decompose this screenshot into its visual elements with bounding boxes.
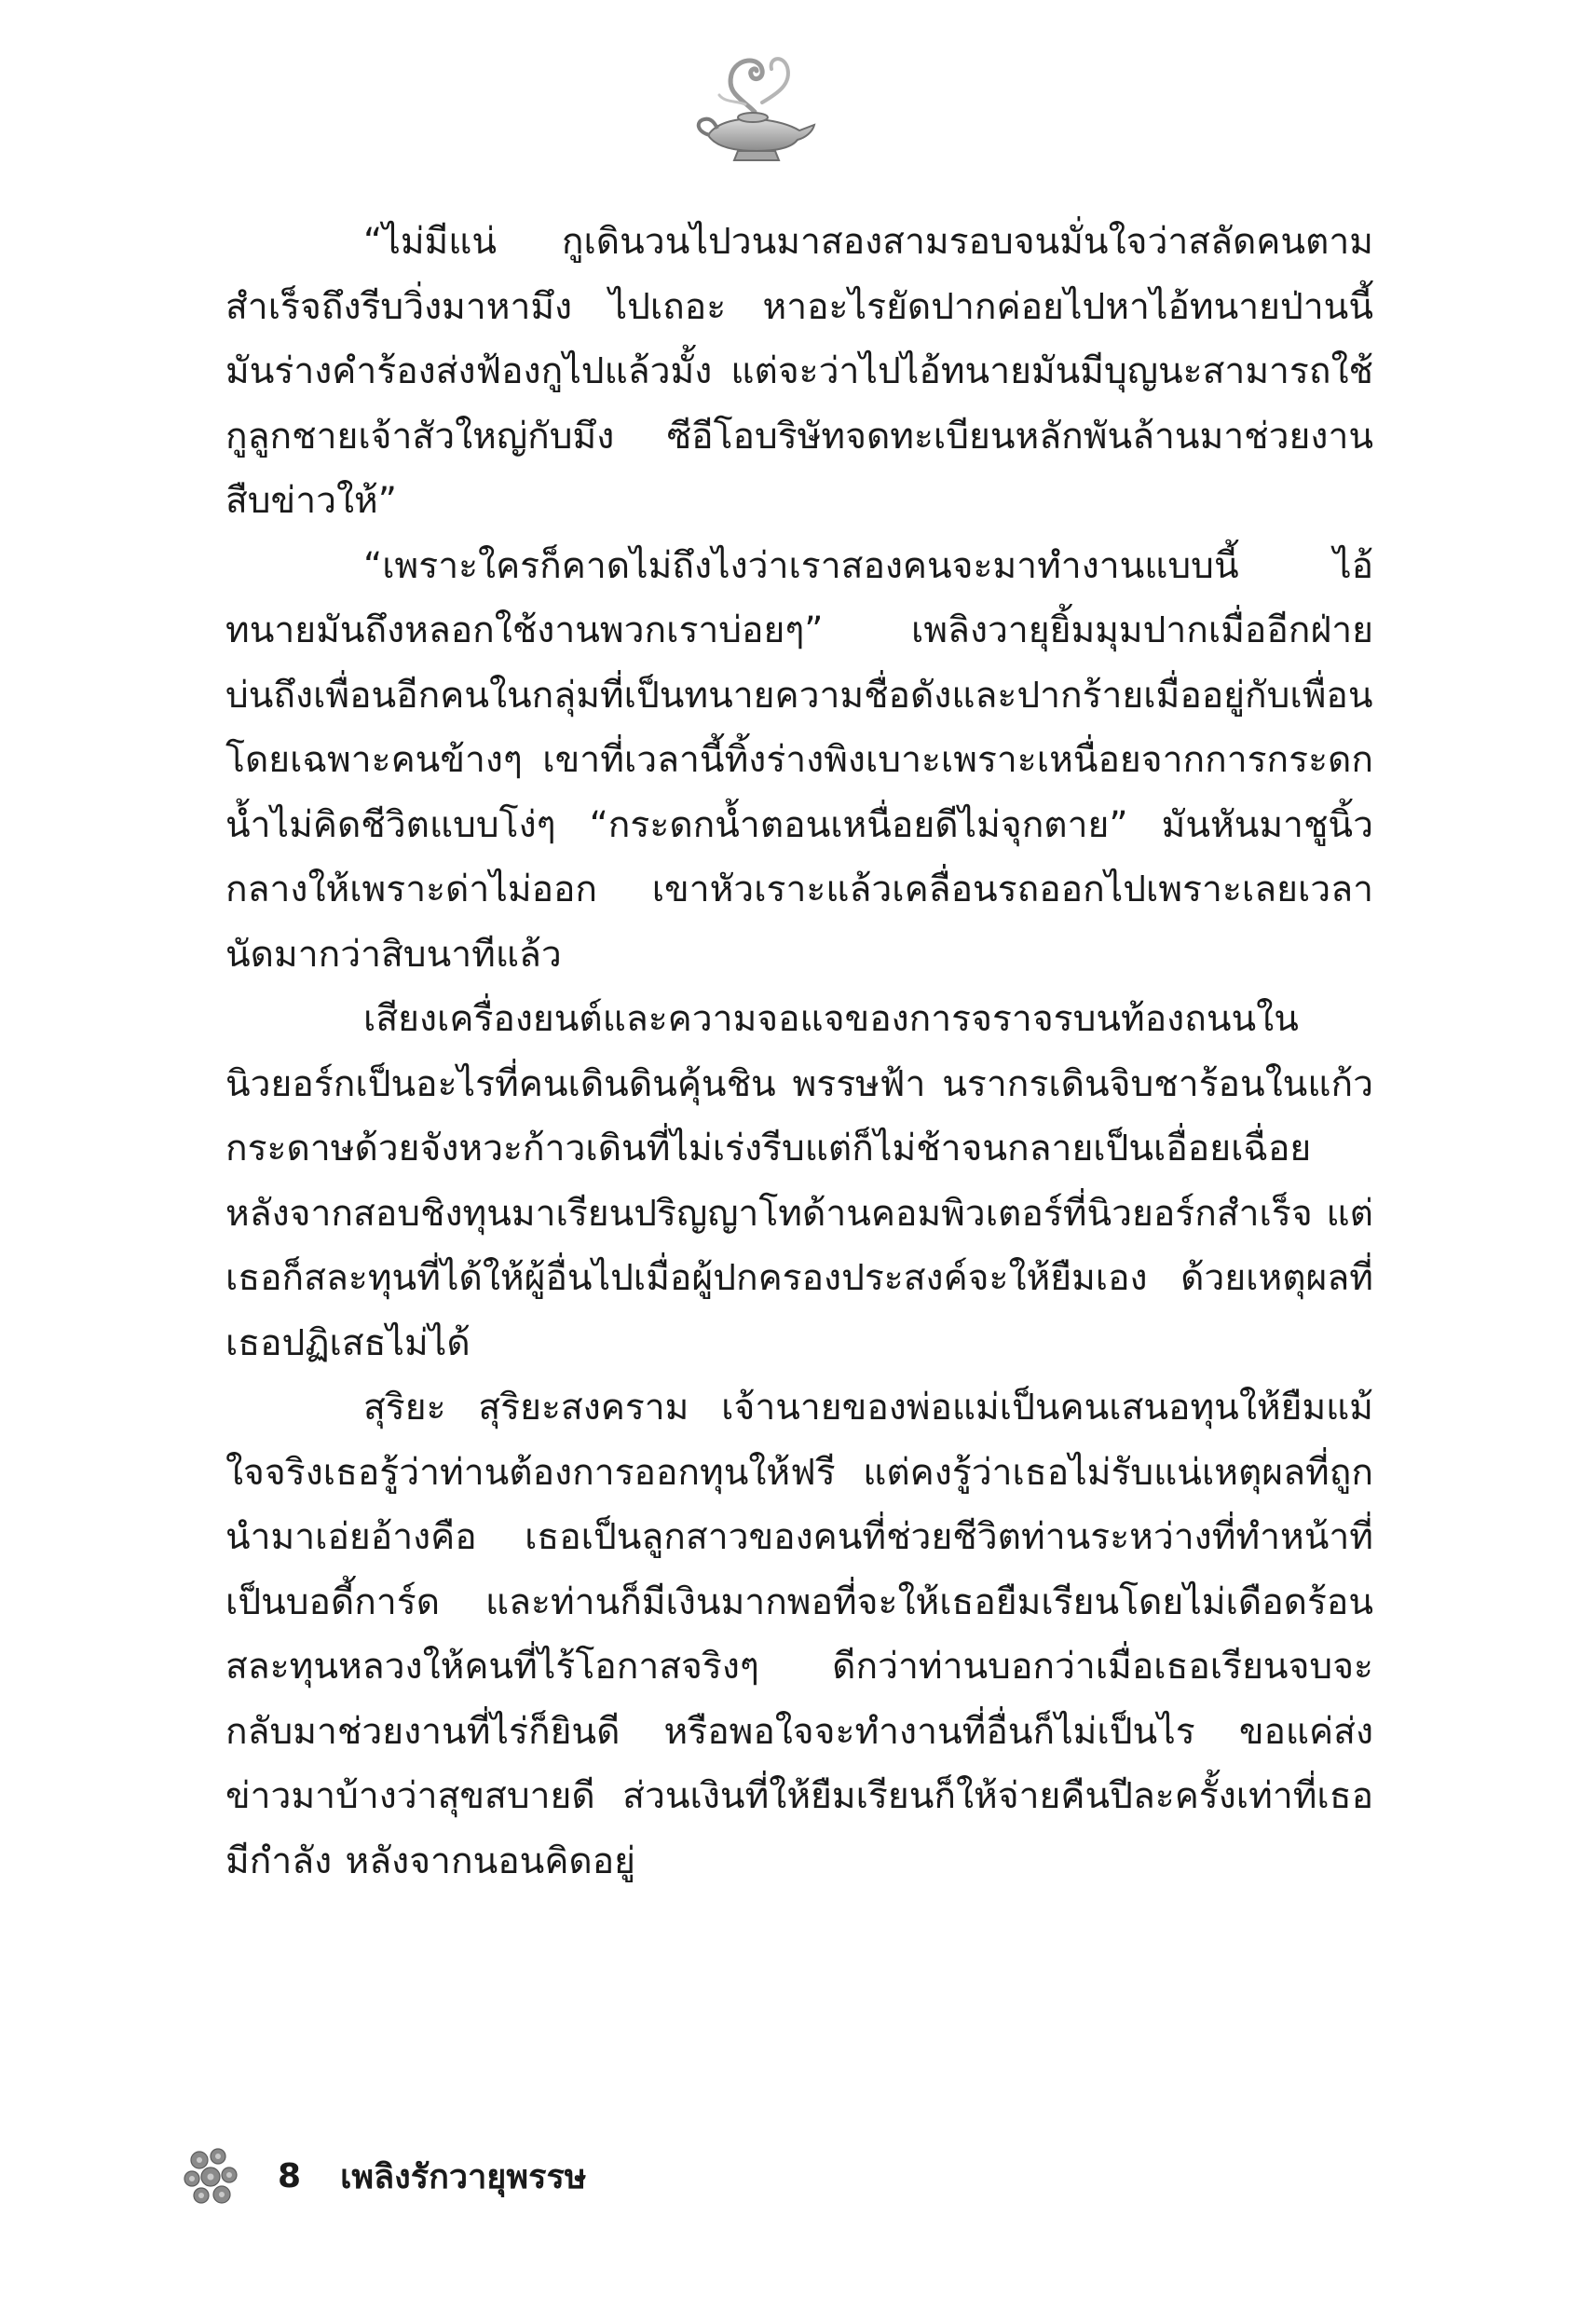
paragraph: “ไม่มีแน่ กูเดินวนไปวนมาสองสามรอบจนมั่นใจว่าสลัดคนตามสำเร็จถึงรีบวิ่งมาหามึง ไปเถอะ หาอะไรยัดปากค่อยไปหาไอ้ทนายป่านนี้มันร่างคำร้องส่งฟ้องกูไปแล้วมั้ง แต่จะว่าไปไอ้ทนายมันมีบุญนะสามารถใช้กูลูกชายเจ้าสัวใหญ่กับมึง ซีอีโอบริษัทจดทะเบียนหลักพันล้านมาช่วยงานสืบข่าวให้”: [225, 221, 1373, 522]
body-text: [225, 210, 1373, 2148]
genie-lamp-icon: [689, 47, 820, 168]
page-footer: [179, 2143, 587, 2208]
paragraph: สุริยะ สุริยะสงคราม เจ้านายของพ่อแม่เป็นคนเสนอทุนให้ยืมแม้ใจจริงเธอรู้ว่าท่านต้องการออกทุนให้ฟรี แต่คงรู้ว่าเธอไม่รับแน่เหตุผลที่ถูกนำมาเอ่ยอ้างคือ เธอเป็นลูกสาวของคนที่ช่วยชีวิตท่านระหว่างที่ทำหน้าที่เป็นบอดี้การ์ด และท่านก็มีเงินมากพอที่จะให้เธอยืมเรียนโดยไม่เดือดร้อน สละทุนหลวงให้คนที่ไร้โอกาสจริงๆ ดีกว่าท่านบอกว่าเมื่อเธอเรียนจบจะกลับมาช่วยงานที่ไร่ก็ยินดี หรือพอใจจะทำงานที่อื่นก็ไม่เป็นไร ขอแค่ส่งข่าวมาบ้างว่าสุขสบายดี ส่วนเงินที่ให้ยืมเรียนก็ให้จ่ายคืนปีละครั้งเท่าที่เธอมีกำลัง หลังจากนอนคิดอยู่: [225, 1387, 1373, 1882]
flower-cluster-icon: [179, 2143, 244, 2208]
paragraph: เสียงเครื่องยนต์และความจอแจของการจราจรบนท้องถนนในนิวยอร์กเป็นอะไรที่คนเดินดินคุ้นชิน พรรษฟ้า นรากรเดินจิบชาร้อนในแก้วกระดาษด้วยจังหวะก้าวเดินที่ไม่เร่งรีบแต่ก็ไม่ช้าจนกลายเป็นเอื่อยเฉื่อย หลังจากสอบชิงทุนมาเรียนปริญญาโทด้านคอมพิวเตอร์ที่นิวยอร์กสำเร็จ แต่เธอก็สละทุนที่ได้ให้ผู้อื่นไปเมื่อผู้ปกครองประสงค์จะให้ยืมเอง ด้วยเหตุผลที่เธอปฏิเสธไม่ได้: [225, 998, 1373, 1364]
page-number: 8: [278, 2156, 302, 2195]
book-title: เพลิงรักวายุพรรษ: [340, 2157, 587, 2196]
paragraph: “เพราะใครก็คาดไม่ถึงไงว่าเราสองคนจะมาทำงานแบบนี้ ไอ้ทนายมันถึงหลอกใช้งานพวกเราบ่อยๆ” เพลิงวายุยิ้มมุมปากเมื่ออีกฝ่ายบ่นถึงเพื่อนอีกคนในกลุ่มที่เป็นทนายความชื่อดังและปากร้ายเมื่ออยู่กับเพื่อนโดยเฉพาะคนข้างๆ เขาที่เวลานี้ทิ้งร่างพิงเบาะเพราะเหนื่อยจากการกระดกน้ำไม่คิดชีวิตแบบโง่ๆ “กระดกน้ำตอนเหนื่อยดีไม่จุกตาย” มันหันมาชูนิ้วกลางให้เพราะด่าไม่ออก เขาหัวเราะแล้วเคลื่อนรถออกไปเพราะเลยเวลานัดมากว่าสิบนาทีแล้ว: [225, 544, 1373, 976]
